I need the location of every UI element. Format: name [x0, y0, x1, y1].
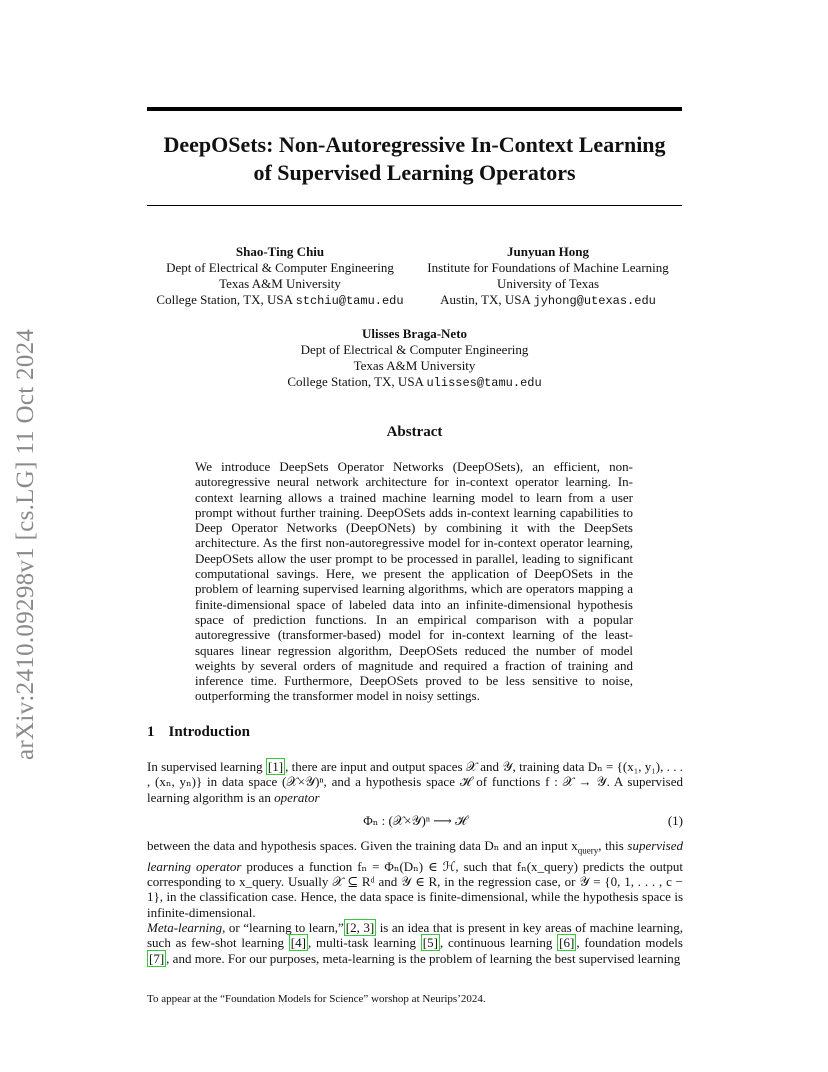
- author-dept: Dept of Electrical & Computer Engineering: [166, 260, 394, 275]
- text-run: , continuous learning: [439, 935, 558, 951]
- emphasis: supervised learning operator: [147, 838, 683, 874]
- section-heading: [147, 724, 250, 741]
- emphasis: Meta-learning: [147, 920, 223, 935]
- title-line-2: of Supervised Learning Operators: [253, 160, 576, 185]
- paragraph-1: [147, 759, 683, 805]
- equation-number: (1): [667, 813, 683, 828]
- emphasis: operator: [274, 789, 320, 805]
- author-block-2: [413, 244, 683, 309]
- author-dept: Dept of Electrical & Computer Engineering: [300, 342, 529, 357]
- subscript: query: [577, 845, 599, 856]
- text-run: between the data and hypothesis spaces. Given the training data Dₙ and an input x: [147, 838, 578, 853]
- citation-link[interactable]: [2, 3]: [345, 920, 375, 935]
- author-name: Ulisses Braga-Neto: [361, 326, 468, 341]
- paragraph-3: [147, 920, 683, 966]
- citation-link[interactable]: [6]: [559, 935, 575, 951]
- author-email[interactable]: ulisses@tamu.edu: [426, 376, 542, 390]
- citation-link[interactable]: [4]: [290, 935, 306, 951]
- citation-link[interactable]: [1]: [267, 759, 284, 774]
- text-run: is an idea that is present in key areas of machine learning, such as few-shot learning: [147, 920, 683, 951]
- title-line-1: DeepOSets: Non-Autoregressive In-Context Learning: [163, 132, 666, 157]
- author-location: Austin, TX, USA: [440, 292, 531, 307]
- text-run: , or “learning to learn,”: [222, 920, 344, 935]
- author-location: College Station, TX, USA: [156, 292, 293, 307]
- author-name: Shao-Ting Chiu: [235, 244, 325, 259]
- author-inst: University of Texas: [496, 276, 600, 291]
- text-run: , foundation models: [576, 935, 683, 951]
- text-run: , this: [598, 838, 628, 853]
- author-inst: Texas A&M University: [219, 276, 341, 291]
- author-email[interactable]: jyhong@utexas.edu: [533, 294, 656, 308]
- text-run: In supervised learning: [147, 759, 266, 774]
- author-dept: Institute for Foundations of Machine Learning: [427, 260, 669, 275]
- footnote: To appear at the “Foundation Models for Science” worshop at Neurips’2024.: [147, 993, 486, 1005]
- abstract-heading: Abstract: [386, 424, 443, 440]
- citation-link[interactable]: [5]: [422, 935, 438, 951]
- paper-title: [147, 131, 682, 187]
- text-run: produces a function fₙ = Φₙ(Dₙ) ∈ ℋ, such that fₙ(x_query) predicts the output corresponding to x_query. Usually 𝒳 ⊆ Rᵈ and 𝒴 ∈ R, in the regression case, or 𝒴 = {0, 1, . . . , c − 1}, in the classification case. Hence, the data space is finite-dimensional, while the hypothesis space is infinite-dimensional.: [147, 858, 683, 920]
- author-block-3: [147, 326, 682, 391]
- section-title: Introduction: [168, 724, 250, 740]
- citation-link[interactable]: [7]: [149, 950, 165, 966]
- author-block-1: [147, 244, 413, 309]
- author-name: Junyuan Hong: [506, 244, 589, 259]
- text-run: , there are input and output spaces 𝒳 and 𝒴, training data Dₙ = {(x₁, y₁), . . . , (xₙ, yₙ)} in data space (𝒳×𝒴)ⁿ, and a hypothesis space ℋ of functions f : 𝒳 → 𝒴. A supervised learning algorithm is an: [147, 759, 683, 805]
- text-run: , multi-task learning: [307, 935, 421, 951]
- author-email[interactable]: stchiu@tamu.edu: [295, 294, 404, 308]
- section-number: 1: [147, 724, 155, 740]
- title-rule-bottom: [147, 205, 682, 206]
- author-location: College Station, TX, USA: [287, 374, 424, 389]
- text-run: , and more. For our purposes, meta-learning is the problem of learning the best supervised learning: [166, 950, 681, 966]
- title-rule-top: [147, 107, 682, 111]
- author-inst: Texas A&M University: [353, 358, 476, 373]
- arxiv-stamp: arXiv:2410.09298v1 [cs.LG] 11 Oct 2024: [12, 328, 39, 760]
- paragraph-2: [147, 838, 683, 920]
- equation-body: Φₙ : (𝒳×𝒴)ⁿ ⟶ ℋ: [363, 813, 467, 828]
- abstract-text: We introduce DeepSets Operator Networks (DeepOSets), an efficient, non-autoregressive neural network architecture for in-context operator learning. In-context learning allows a trained machine learning model to learn from a user prompt without further training. DeepOSets adds in-context learning capabilities to Deep Operator Networks (DeepONets) by combining it with the DeepSets architecture. As the first non-autoregressive model for in-context operator learning, DeepOSets allow the user prompt to be processed in parallel, leading to significant computational savings. Here, we present the application of DeepOSets in the problem of learning supervised learning algorithms, which are operators mapping a finite-dimensional space of labeled data into an infinite-dimensional hypothesis space of prediction functions. In an empirical comparison with a popular autoregressive (transformer-based) model for in-context learning of the least-squares linear regression algorithm, DeepOSets reduced the number of model weights by several orders of magnitude and required a fraction of training and inference time. Furthermore, DeepOSets proved to be less sensitive to noise, outperforming the transformer model in noisy settings.: [195, 459, 633, 704]
